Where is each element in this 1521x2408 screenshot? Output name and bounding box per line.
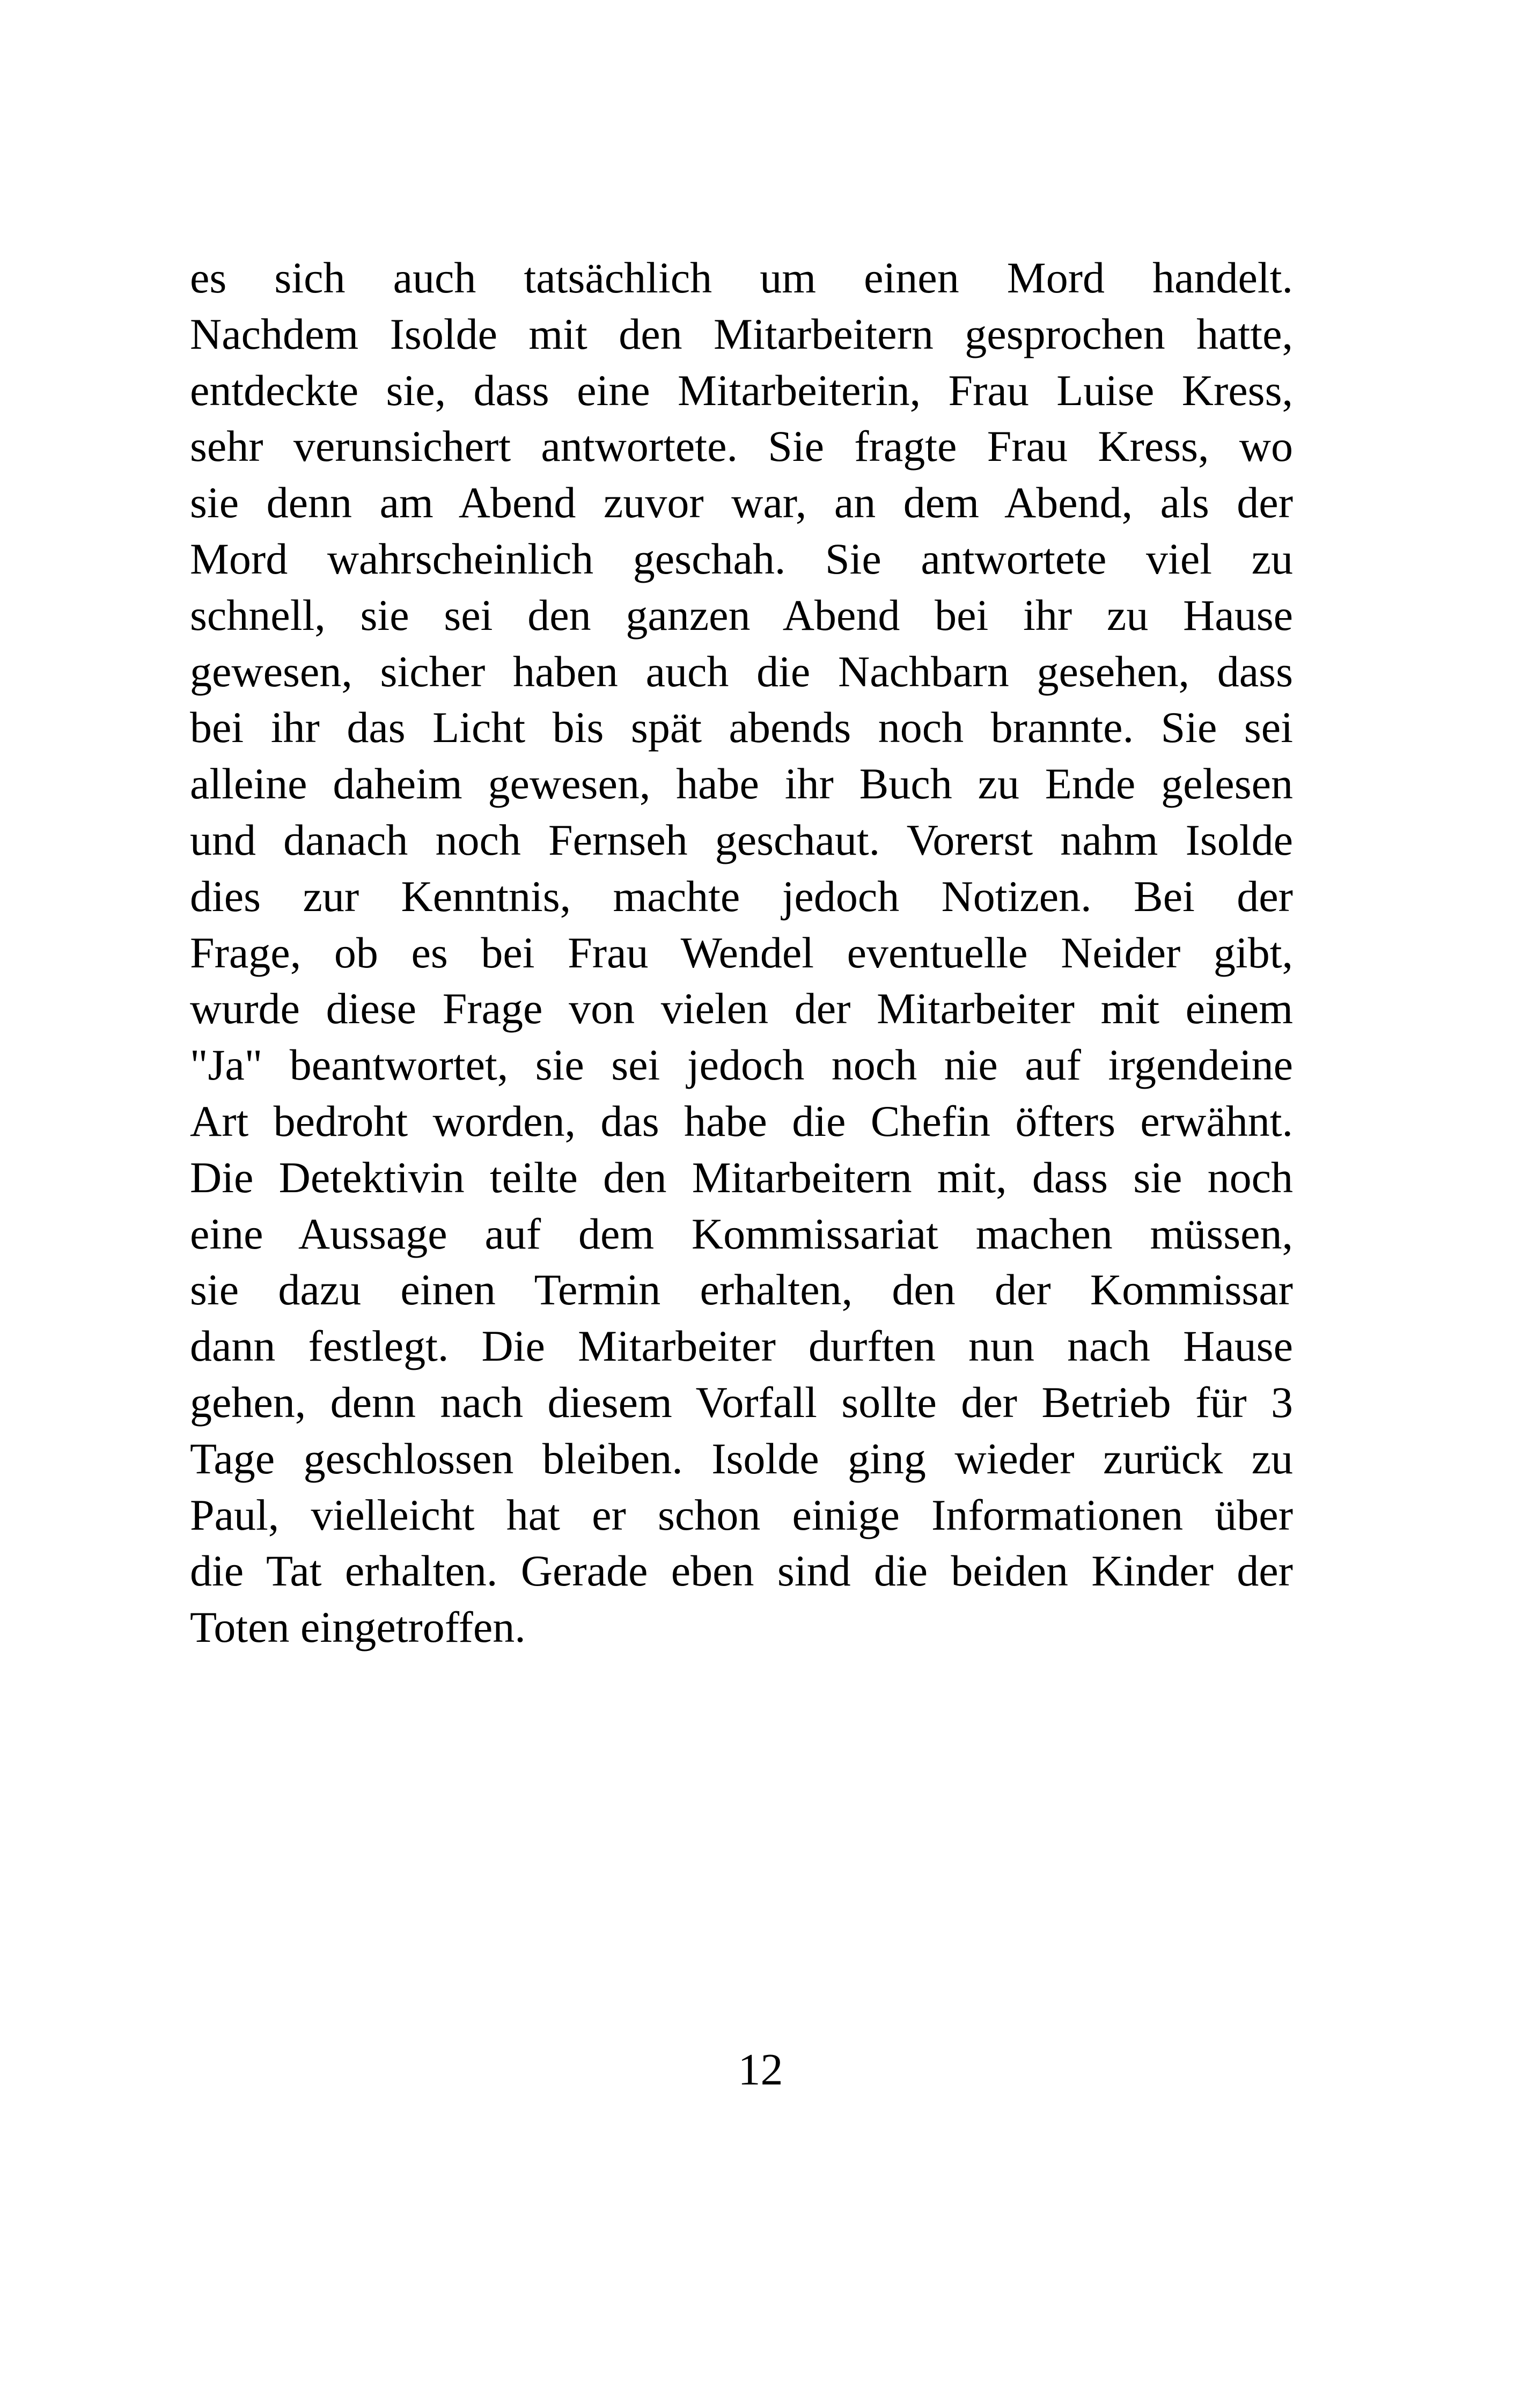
text-line-24: die Tat erhalten. Gerade eben sind die beiden Kinder der <box>190 1546 1293 1596</box>
text-line-17: Die Detektivin teilte den Mitarbeitern mit, dass sie noch <box>190 1152 1293 1202</box>
text-line-6: Mord wahrscheinlich geschah. Sie antwortete viel zu <box>190 534 1293 583</box>
text-line-3: entdeckte sie, dass eine Mitarbeiterin, Frau Luise Kress, <box>190 365 1293 415</box>
text-line-2: Nachdem Isolde mit den Mitarbeitern gesprochen hatte, <box>190 309 1293 358</box>
text-line-10: alleine daheim gewesen, habe ihr Buch zu Ende gelesen <box>190 759 1293 809</box>
text-line-20: dann festlegt. Die Mitarbeiter durften nun nach Hause <box>190 1322 1293 1371</box>
text-line-1: es sich auch tatsächlich um einen Mord handelt. <box>190 253 1293 302</box>
text-line-9: bei ihr das Licht bis spät abends noch brannte. Sie sei <box>190 703 1293 752</box>
text-line-23: Paul, vielleicht hat er schon einige Informationen über <box>190 1490 1293 1539</box>
text-line-21: gehen, denn nach diesem Vorfall sollte der Betrieb für 3 <box>190 1377 1293 1427</box>
text-line-14: wurde diese Frage von vielen der Mitarbeiter mit einem <box>190 984 1293 1033</box>
page-body-text <box>190 250 1293 1656</box>
page-number: 12 <box>738 2045 783 2095</box>
text-line-5: sie denn am Abend zuvor war, an dem Abend, als der <box>190 478 1293 527</box>
text-line-19: sie dazu einen Termin erhalten, den der Kommissar <box>190 1265 1293 1315</box>
text-line-22: Tage geschlossen bleiben. Isolde ging wieder zurück zu <box>190 1434 1293 1483</box>
text-line-13: Frage, ob es bei Frau Wendel eventuelle Neider gibt, <box>190 928 1293 977</box>
text-line-15: "Ja" beantwortet, sie sei jedoch noch nie auf irgendeine <box>190 1040 1293 1090</box>
text-line-18: eine Aussage auf dem Kommissariat machen müssen, <box>190 1209 1293 1258</box>
text-line-25: Toten eingetroffen. <box>190 1603 526 1652</box>
text-line-8: gewesen, sicher haben auch die Nachbarn gesehen, dass <box>190 647 1293 696</box>
text-line-16: Art bedroht worden, das habe die Chefin öfters erwähnt. <box>190 1096 1293 1146</box>
text-line-12: dies zur Kenntnis, machte jedoch Notizen. Bei der <box>190 871 1293 921</box>
text-line-4: sehr verunsichert antwortete. Sie fragte Frau Kress, wo <box>190 422 1293 471</box>
text-line-7: schnell, sie sei den ganzen Abend bei ihr zu Hause <box>190 590 1293 640</box>
text-line-11: und danach noch Fernseh geschaut. Vorerst nahm Isolde <box>190 815 1293 864</box>
